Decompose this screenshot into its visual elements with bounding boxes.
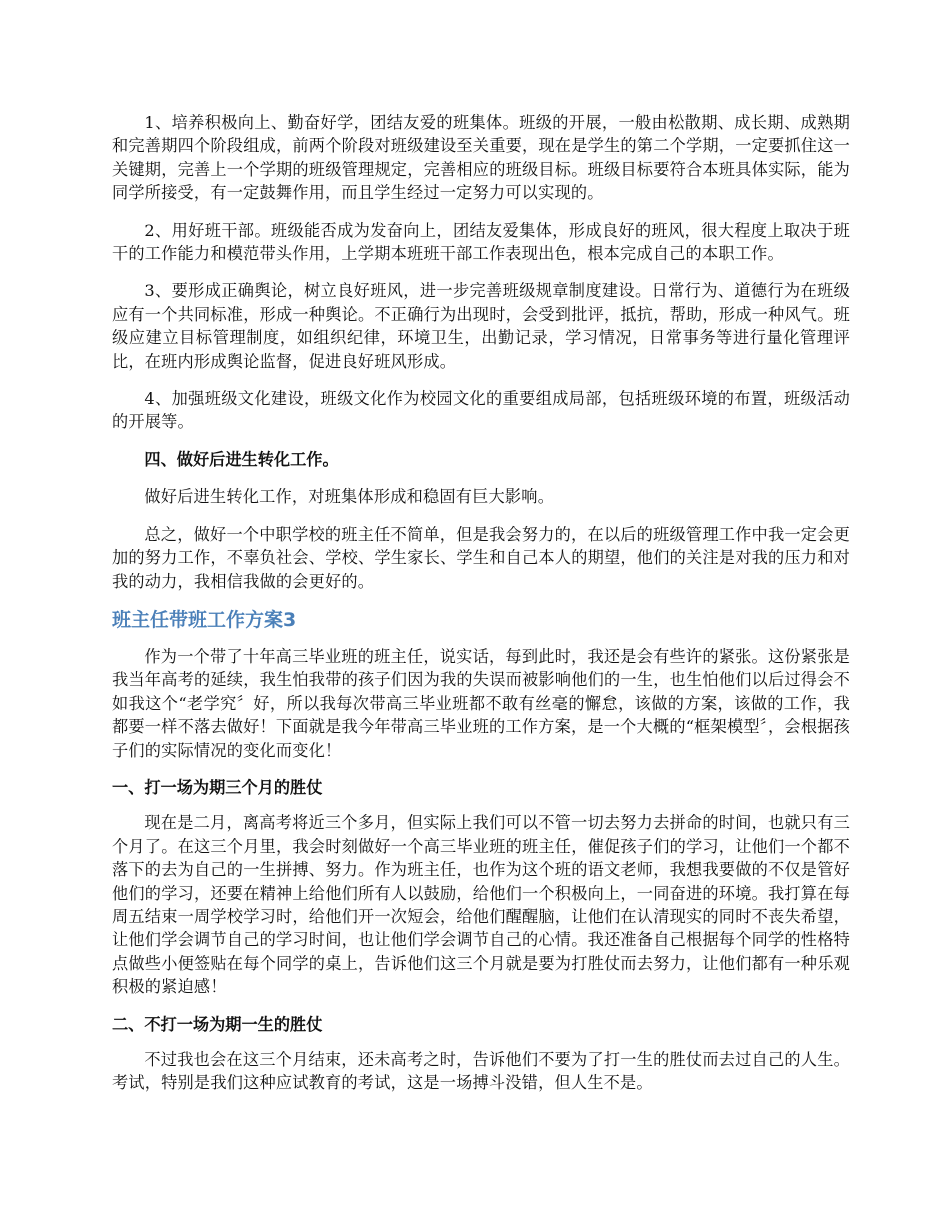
sub-heading-2: 二、不打一场为期一生的胜仗 (112, 1014, 323, 1034)
section-title: 班主任带班工作方案3 (112, 608, 297, 631)
sub-heading-1: 一、打一场为期三个月的胜仗 (112, 777, 323, 797)
heading-four: 四、做好后进生转化工作。 (144, 449, 339, 469)
sub-paragraph-2: 不过我也会在这三个月结束，还未高考之时，告诉他们不要为了打一生的胜仗而去过自己的人生。考试，特别是我们这种应试教育的考试，这是一场搏斗没错，但人生不是。 (112, 1050, 850, 1093)
paragraph-item-4: 4、加强班级文化建设，班级文化作为校园文化的重要组成局部，包括班级环境的布置，班级活动的开展等。 (112, 389, 850, 432)
paragraph-item-1: 1、培养积极向上、勤奋好学，团结友爱的班集体。班级的开展，一般由松散期、成长期、成熟期和完善期四个阶段组成，前两个阶段对班级建设至关重要，现在是学生的第二个学期，一定要抓住这一关键期，完善上一个学期的班级管理规定，完善相应的班级目标。班级目标要符合本班具体实际，能为同学所接受，有一定鼓舞作用，而且学生经过一定努力可以实现的。 (112, 113, 850, 203)
document-page (112, 111, 850, 1109)
paragraph-summary: 总之，做好一个中职学校的班主任不简单，但是我会努力的，在以后的班级管理工作中我一定会更加的努力工作，不辜负社会、学校、学生家长、学生和自己本人的期望，他们的关注是对我的压力和对我的动力，我相信我做的会更好的。 (112, 524, 850, 591)
paragraph-four: 做好后进生转化工作，对班集体形成和稳固有巨大影响。 (144, 487, 555, 507)
section-intro: 作为一个带了十年高三毕业班的班主任，说实话，每到此时，我还是会有些许的紧张。这份紧张是我当年高考的延续，我生怕我带的孩子们因为我的失误而被影响他们的一生，也生怕他们以后过得会不如我这个“老学究〞好，所以我每次带高三毕业班都不敢有丝毫的懈怠，该做的方案，该做的工作，我都要一样不落去做好！下面就是我今年带高三毕业班的工作方案，是一个大概的“框架模型〞，会根据孩子们的实际情况的变化而变化！ (112, 646, 850, 760)
sub-paragraph-1: 现在是二月，离高考将近三个多月，但实际上我们可以不管一切去努力去拼命的时间，也就只有三个月了。在这三个月里，我会时刻做好一个高三毕业班的班主任，催促孩子们的学习，让他们一个都不落下的去为自己的一生拼搏、努力。作为班主任，也作为这个班的语文老师，我想我要做的不仅是管好他们的学习，还要在精神上给他们所有人以鼓励，给他们一个积极向上，一同奋进的环境。我打算在每周五结束一周学校学习时，给他们开一次短会，给他们醒醒脑，让他们在认清现实的同时不丧失希望，让他们学会调节自己的学习时间，也让他们学会调节自己的心情。我还准备自己根据每个同学的性格特点做些小便签贴在每个同学的桌上，告诉他们这三个月就是要为打胜仗而去努力，让他们都有一种乐观积极的紧迫感！ (112, 813, 850, 997)
paragraph-item-2: 2、用好班干部。班级能否成为发奋向上，团结友爱集体，形成良好的班风，很大程度上取决于班干的工作能力和模范带头作用，上学期本班班干部工作表现出色，根本完成自己的本职工作。 (112, 220, 850, 264)
paragraph-item-3: 3、要形成正确舆论，树立良好班风，进一步完善班级规章制度建设。日常行为、道德行为在班级应有一个共同标准，形成一种舆论。不正确行为出现时，会受到批评，抵抗，帮助，形成一种风气。班级应建立目标管理制度，如组织纪律，环境卫生，出勤记录，学习情况，日常事务等进行量化管理评比，在班内形成舆论监督，促进良好班风形成。 (112, 281, 850, 371)
